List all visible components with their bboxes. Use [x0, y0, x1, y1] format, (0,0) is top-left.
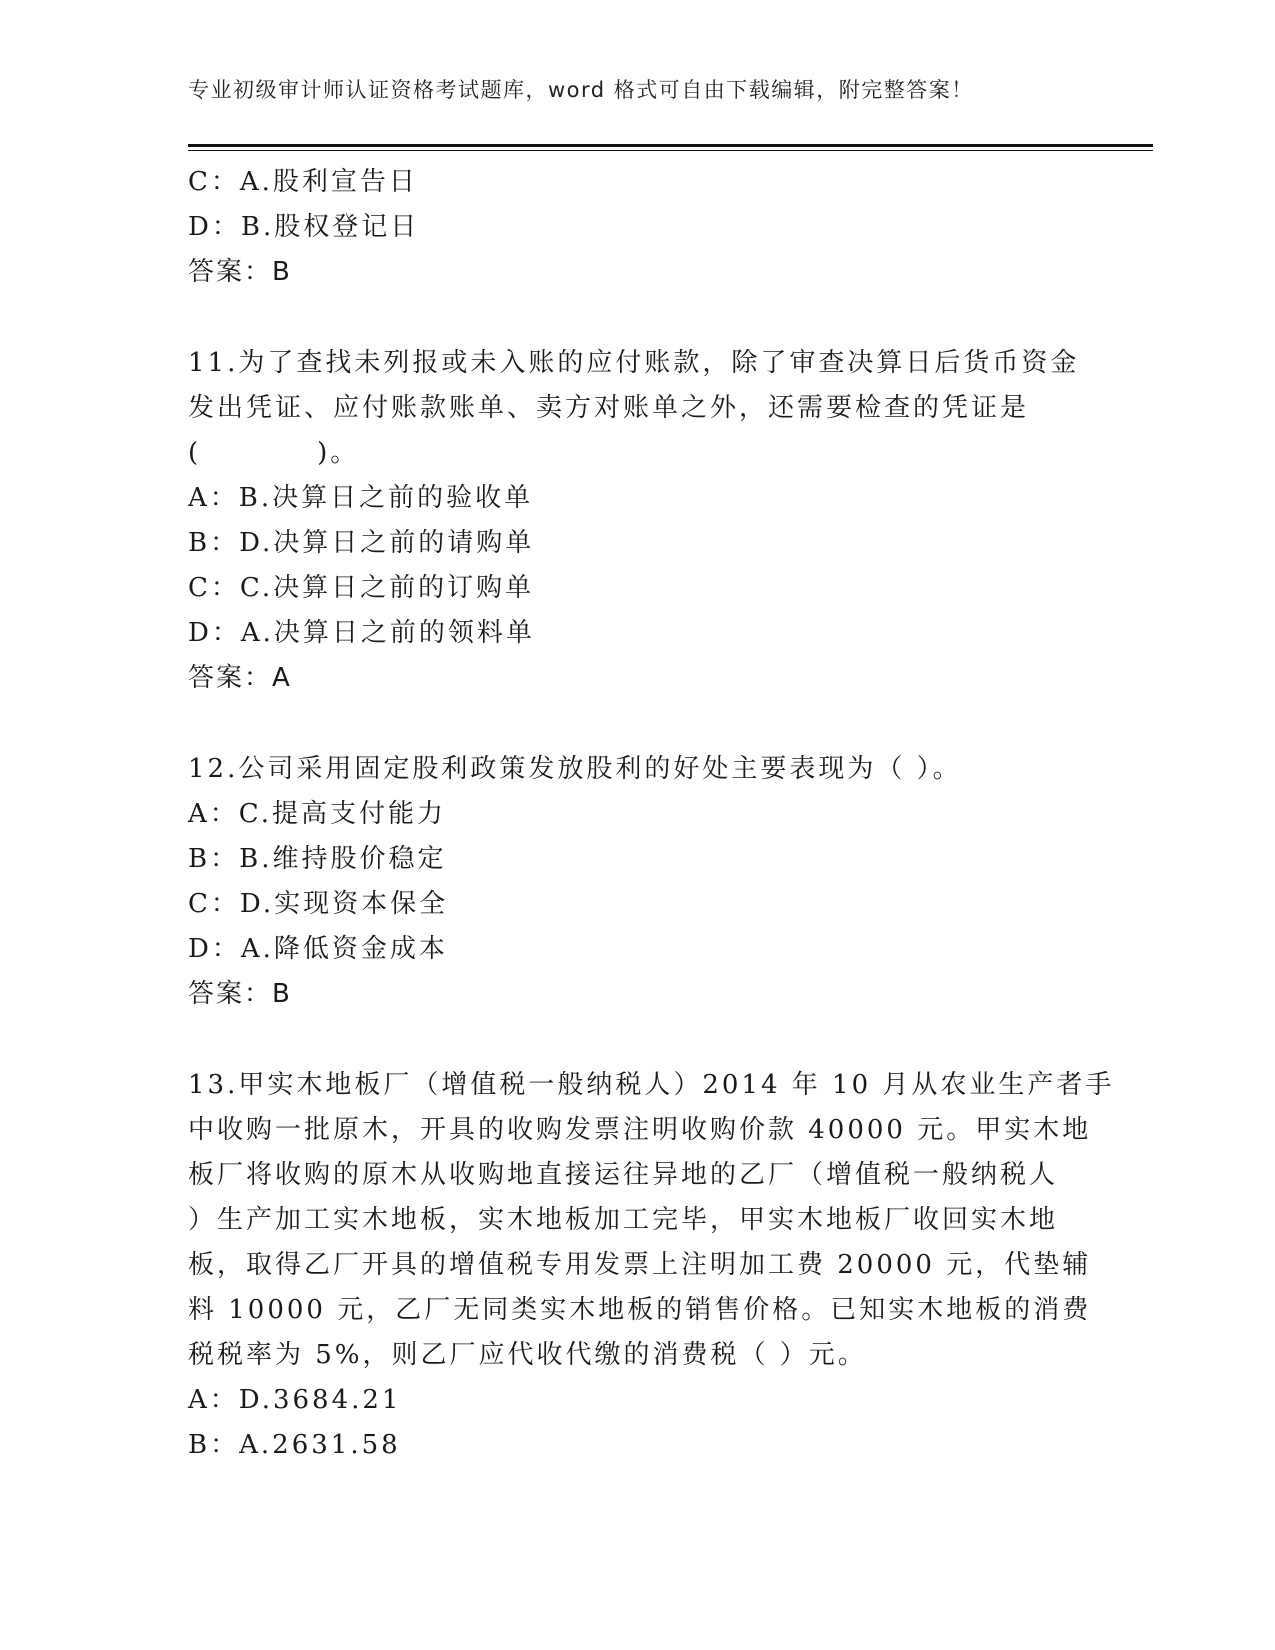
question-line: 板厂将收购的原木从收购地直接运往异地的乙厂（增值税一般纳税人 [188, 1160, 1059, 1190]
option-line: C：A.股利宣告日 [188, 167, 418, 197]
spacer [188, 701, 1088, 747]
header-rule-thin [188, 150, 1153, 151]
header-rule-thick [188, 144, 1153, 147]
question-line: ）生产加工实木地板，实木地板加工完毕，甲实木地板厂收回实木地 [188, 1205, 1059, 1235]
question-content [188, 160, 1115, 1468]
question-line: ( )。 [188, 438, 360, 468]
question-line: 中收购一批原木，开具的收购发票注明收购价款 40000 元。甲实木地 [188, 1115, 1092, 1145]
option-line: B：A.2631.58 [188, 1430, 401, 1460]
option-line: C：C.决算日之前的订购单 [188, 573, 535, 603]
question-line: 13.甲实木地板厂（增值税一般纳税人）2014 年 10 月从农业生产者手 [188, 1070, 1115, 1100]
option-line: D：A.降低资金成本 [188, 934, 448, 964]
question-line: 12.公司采用固定股利政策发放股利的好处主要表现为（ ）。 [188, 754, 962, 784]
option-line: A：D.3684.21 [188, 1385, 402, 1415]
page-header: 专业初级审计师认证资格考试题库，word 格式可自由下载编辑，附完整答案！ [188, 78, 974, 102]
option-line: B：D.决算日之前的请购单 [188, 528, 535, 558]
option-line: B：B.维持股价稳定 [188, 844, 447, 874]
option-line: C：D.实现资本保全 [188, 889, 449, 919]
question-line: 发出凭证、应付账款账单、卖方对账单之外，还需要检查的凭证是 [188, 393, 1030, 423]
answer-line: 答案：A [188, 663, 292, 693]
question-line: 税税率为 5%，则乙厂应代收代缴的消费税（ ）元。 [188, 1340, 867, 1370]
option-line: A：C.提高支付能力 [188, 799, 447, 829]
spacer [188, 1017, 1088, 1063]
option-line: D：B.股权登记日 [188, 212, 420, 242]
answer-line: 答案：B [188, 257, 292, 287]
option-line: A：B.决算日之前的验收单 [188, 483, 534, 513]
answer-line: 答案：B [188, 979, 292, 1009]
question-line: 板，取得乙厂开具的增值税专用发票上注明加工费 20000 元，代垫辅 [188, 1250, 1092, 1280]
question-line: 11.为了查找未列报或未入账的应付账款，除了审查决算日后货币资金 [188, 348, 1080, 378]
option-line: D：A.决算日之前的领料单 [188, 618, 535, 648]
spacer [188, 295, 1088, 341]
question-line: 料 10000 元，乙厂无同类实木地板的销售价格。已知实木地板的消费 [188, 1295, 1092, 1325]
